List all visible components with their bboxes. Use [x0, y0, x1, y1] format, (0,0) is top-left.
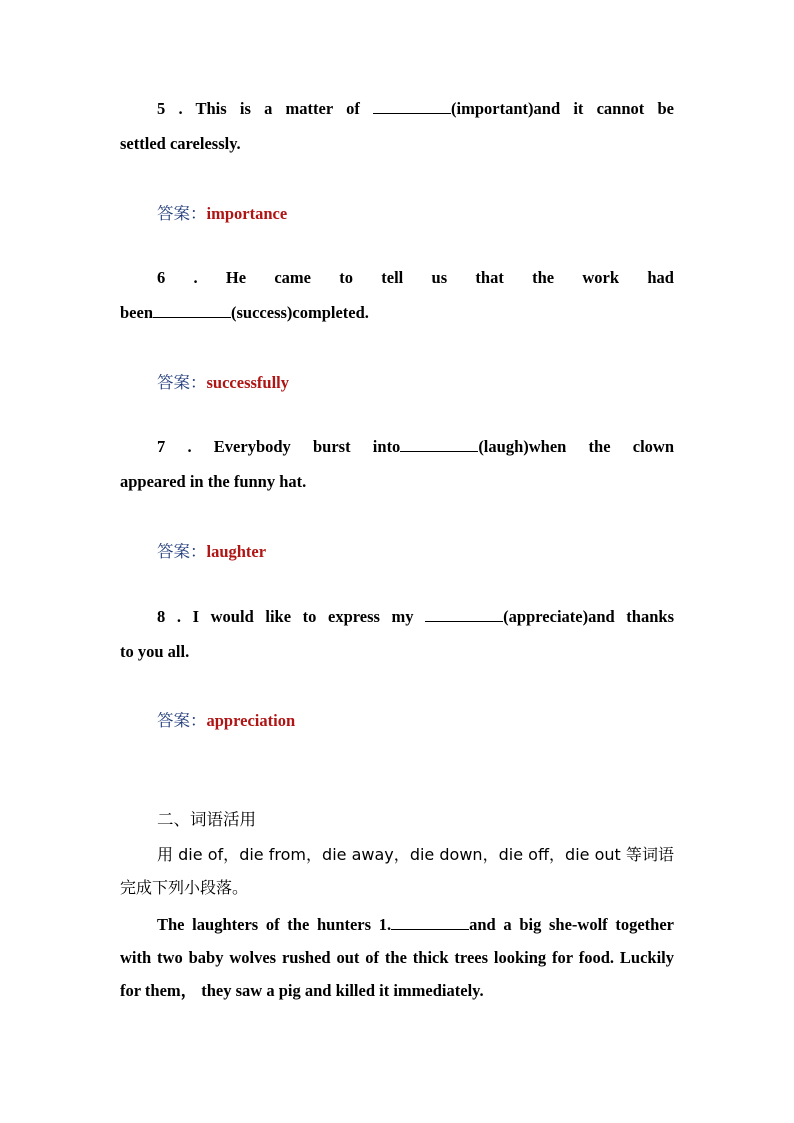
question-5-text-a: 5 . This is a matter of — [157, 99, 374, 118]
instruction-text: 用 die of，die from，die away，die down，die off，die out 等词语完成下列小段落。 — [120, 845, 674, 897]
question-6-word: tell — [381, 268, 404, 287]
passage — [120, 908, 674, 1007]
passage-text-a: The laughters of the hunters 1. — [157, 915, 392, 934]
answer-blank — [400, 437, 478, 452]
question-6-word: had — [647, 268, 674, 287]
answer-blank — [391, 915, 469, 930]
question-6-word: that — [475, 268, 504, 287]
question-8-text-c: to you all. — [120, 642, 190, 661]
answer-6 — [157, 369, 289, 393]
answer-blank — [425, 607, 503, 622]
answer-blank — [153, 303, 231, 318]
question-6-word: us — [431, 268, 448, 287]
question-6 — [120, 260, 674, 330]
section-heading: 二、词语活用 — [157, 810, 256, 829]
question-7-text-a: 7 . Everybody burst into — [157, 437, 401, 456]
question-8-text-b: (appreciate)and thanks — [503, 607, 675, 626]
question-6-line-1 — [120, 260, 674, 295]
question-6-word: work — [582, 268, 620, 287]
question-5-text-b: (important)and it cannot be — [451, 99, 674, 118]
question-6-word: the — [532, 268, 555, 287]
answer-8 — [157, 707, 295, 731]
question-8-text-a: 8 . I would like to express my — [157, 607, 426, 626]
answer-value: importance — [206, 204, 288, 223]
question-5 — [120, 91, 674, 161]
question-8 — [120, 599, 674, 669]
question-7-text-b: (laugh)when the clown — [478, 437, 674, 456]
question-6-word: . — [193, 268, 198, 287]
question-6-word: He — [225, 268, 247, 287]
answer-label: 答案： — [157, 373, 207, 392]
question-6-word: to — [339, 268, 354, 287]
answer-label: 答案： — [157, 542, 207, 561]
passage-text-b: and a big she-wolf together with two baby wolves rushed out of the thick trees looking for food. Luckily for them， they saw a pig and killed it immediately. — [120, 915, 674, 1000]
question-6-text-b: been — [120, 303, 153, 322]
question-7 — [120, 429, 674, 499]
answer-value: appreciation — [206, 711, 296, 730]
answer-7 — [157, 538, 266, 562]
answer-label: 答案： — [157, 711, 207, 730]
question-6-text-c: (success)completed. — [231, 303, 369, 322]
answer-label: 答案： — [157, 204, 207, 223]
question-5-text-c: settled carelessly. — [120, 134, 241, 153]
question-6-word: came — [274, 268, 311, 287]
answer-5 — [157, 200, 287, 224]
section-instruction — [120, 838, 674, 904]
question-6-word: 6 — [157, 268, 166, 287]
answer-value: laughter — [206, 542, 267, 561]
answer-value: successfully — [206, 373, 289, 392]
question-7-text-c: appeared in the funny hat. — [120, 472, 307, 491]
answer-blank — [373, 99, 451, 114]
